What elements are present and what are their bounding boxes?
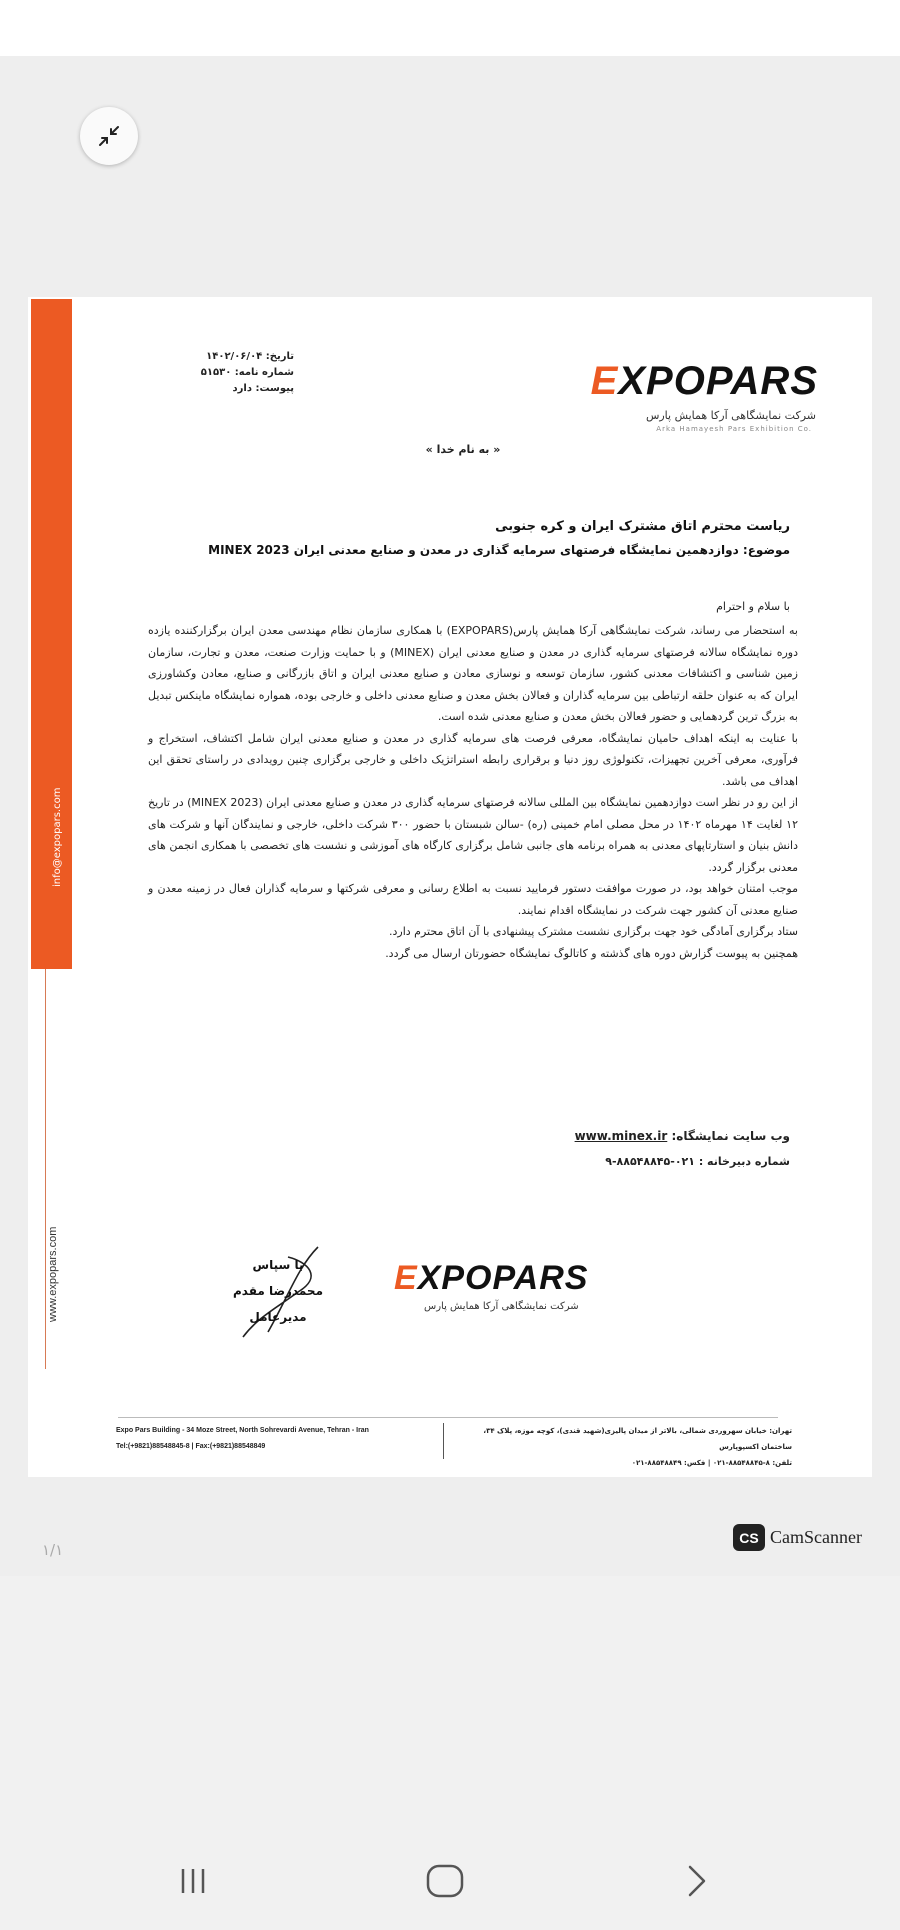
- logo-subtitle-latin: Arka Hamayesh Pars Exhibition Co.: [656, 425, 812, 433]
- greeting: با سلام و احترام: [716, 600, 790, 613]
- letter-attachment: پیوست: دارد: [232, 383, 294, 394]
- home-icon: [425, 1861, 465, 1901]
- document-page: [28, 297, 872, 1477]
- paragraph: به استحضار می رساند، شرکت نمایشگاهی آرکا همایش پارس(EXPOPARS) با همکاری سازمان نظام مهندسی معدن ایران برگزارکننده یازده دوره نمایشگاه سالانه فرصتهای سرمایه گذاری در معدن و صنایع معدنی ایران (MINEX) و با حمایت وزارت صنعت، معدن و تجارت، سازمان زمین شناسی و اکتشافات معدنی کشور، سازمان توسعه و نوسازی معادن و صنایع معدنی ایران و اتاق بازرگانی و صنایع، معادن وکشاورزی ایران که به عنوان حلقه ارتباطی بین سرمایه گذاران و فعالان بخش معدن و صنایع معدنی داخلی و خارجی بوده، همواره نمایشگاه ماینکس تبدیل به بزرگ ترین گردهمایی و حضور فعالان بخش معدن و صنایع معدنی شده است.: [148, 624, 798, 723]
- secretariat-phone: شماره دبیرخانه : ۰۲۱-۸۸۵۴۸۸۴۵-۹: [605, 1155, 790, 1168]
- expopars-logo: EXPOPARS: [590, 359, 818, 403]
- sidebar-website: www.expopars.com: [47, 1226, 59, 1322]
- footer-separator: [443, 1423, 444, 1459]
- letter-body: [148, 620, 798, 964]
- collapse-arrows-icon: [96, 123, 122, 149]
- letter-meta: [166, 349, 294, 397]
- paragraph: از این رو در نظر است دوازدهمین نمایشگاه بین المللی سالانه فرصتهای سرمایه گذاری در معدن و صنایع معدنی ایران (MINEX 2023) در تاریخ ۱۲ لغایت ۱۴ مهرماه ۱۴۰۲ در محل مصلی امام خمینی (ره) -سالن شبستان با حضور ۳۰۰ شرکت داخلی، خارجی و نمایندگان آنها و شرکت های دانش بنیان و استارتاپهای معدنی به همراه برنامه های جانبی شامل برگزاری کارگاه های آموزشی و نشست های تخصصی با همکاری انجمن های معدنی برگزار گردد.: [148, 796, 798, 874]
- signature-block: با سپاس محمدرضا مقدم مدیرعامل: [232, 1258, 324, 1324]
- sidebar-divider: [45, 969, 46, 1369]
- exhibition-website: وب سایت نمایشگاه: www.minex.ir: [574, 1129, 790, 1143]
- back-chevron-icon: [682, 1861, 712, 1901]
- camscanner-watermark: [733, 1524, 862, 1551]
- camscanner-text: CamScanner: [770, 1527, 862, 1547]
- sidebar-email: info@expopars.com: [52, 787, 63, 887]
- letter-number: شماره نامه: ۵۱۵۳۰: [200, 367, 294, 378]
- page-indicator: ۱/۱: [42, 1541, 64, 1559]
- paragraph: با عنایت به اینکه اهداف حامیان نمایشگاه، معرفی فرصت های سرمایه گذاری در معدن و صنایع معدنی ایران شامل اکتشاف، استخراج و فرآوری، معرفی آخرین تجهیزات، تکنولوژی روز دنیا و برقراری رابطه استراتژیک داخلی و خارجی برگزاری چنین رویدادی در راستای تحقق این اهداف می باشد.: [148, 731, 798, 788]
- collapse-fullscreen-button[interactable]: [80, 107, 138, 165]
- footer-persian: تهران: خیابان سهروردی شمالی، بالاتر از میدان پالیزی(شهید قندی)، کوچه موزه، پلاک ۳۴، ساختمان اکسپوپارس تلفن: ۸-۸۸۵۴۸۸۴۵-۰۲۱ | فکس: ۸۸۵۴۸۸۴۹-۰۲۱: [483, 1427, 792, 1467]
- paragraph: ستاد برگزاری آمادگی خود جهت برگزاری نشست مشترک پیشنهادی با آن اتاق محترم دارد.: [388, 925, 798, 938]
- logo-bottom-subtitle: شرکت نمایشگاهی آرکا همایش پارس: [424, 1301, 579, 1312]
- recipient: ریاست محترم اتاق مشترک ایران و کره جنوبی: [495, 519, 790, 534]
- footer-divider: [118, 1417, 778, 1418]
- paragraph: موجب امتنان خواهد بود، در صورت موافقت دستور فرمایید نسبت به اطلاع رسانی و معرفی شرکتها و سرمایه گذاران فعال در زمینه معدن و صنایع معدنی آن کشور جهت شرکت در نمایشگاه اقدام نمایند.: [148, 882, 798, 917]
- paragraph: همچنین به پیوست گزارش دوره های گذشته و کاتالوگ نمایشگاه حضورتان ارسال می گردد.: [385, 946, 798, 960]
- recent-apps-button[interactable]: [168, 1856, 218, 1906]
- camscanner-badge: CS: [733, 1524, 765, 1551]
- letter-date: تاریخ: ۱۴۰۲/۰۶/۰۴: [206, 351, 294, 362]
- status-bar-area: [0, 0, 900, 56]
- back-button[interactable]: [672, 1856, 722, 1906]
- android-navigation-bar: [0, 1836, 900, 1930]
- footer-english: Expo Pars Building - 34 Moze Street, North Sohrevardi Avenue, Tehran - Iran Tel:(+9821)88548845-8 | Fax:(+9821)88548849: [116, 1427, 369, 1450]
- home-button[interactable]: [420, 1856, 470, 1906]
- subject: موضوع: دوازدهمین نمایشگاه فرصتهای سرمایه گذاری در معدن و صنایع معدنی ایران MINEX 2023: [208, 543, 790, 557]
- logo-subtitle: شرکت نمایشگاهی آرکا همایش پارس: [645, 409, 816, 422]
- expopars-logo-bottom: EXPOPARS: [394, 1259, 589, 1297]
- recent-apps-icon: [175, 1863, 211, 1899]
- invocation: « به نام خدا »: [425, 443, 501, 456]
